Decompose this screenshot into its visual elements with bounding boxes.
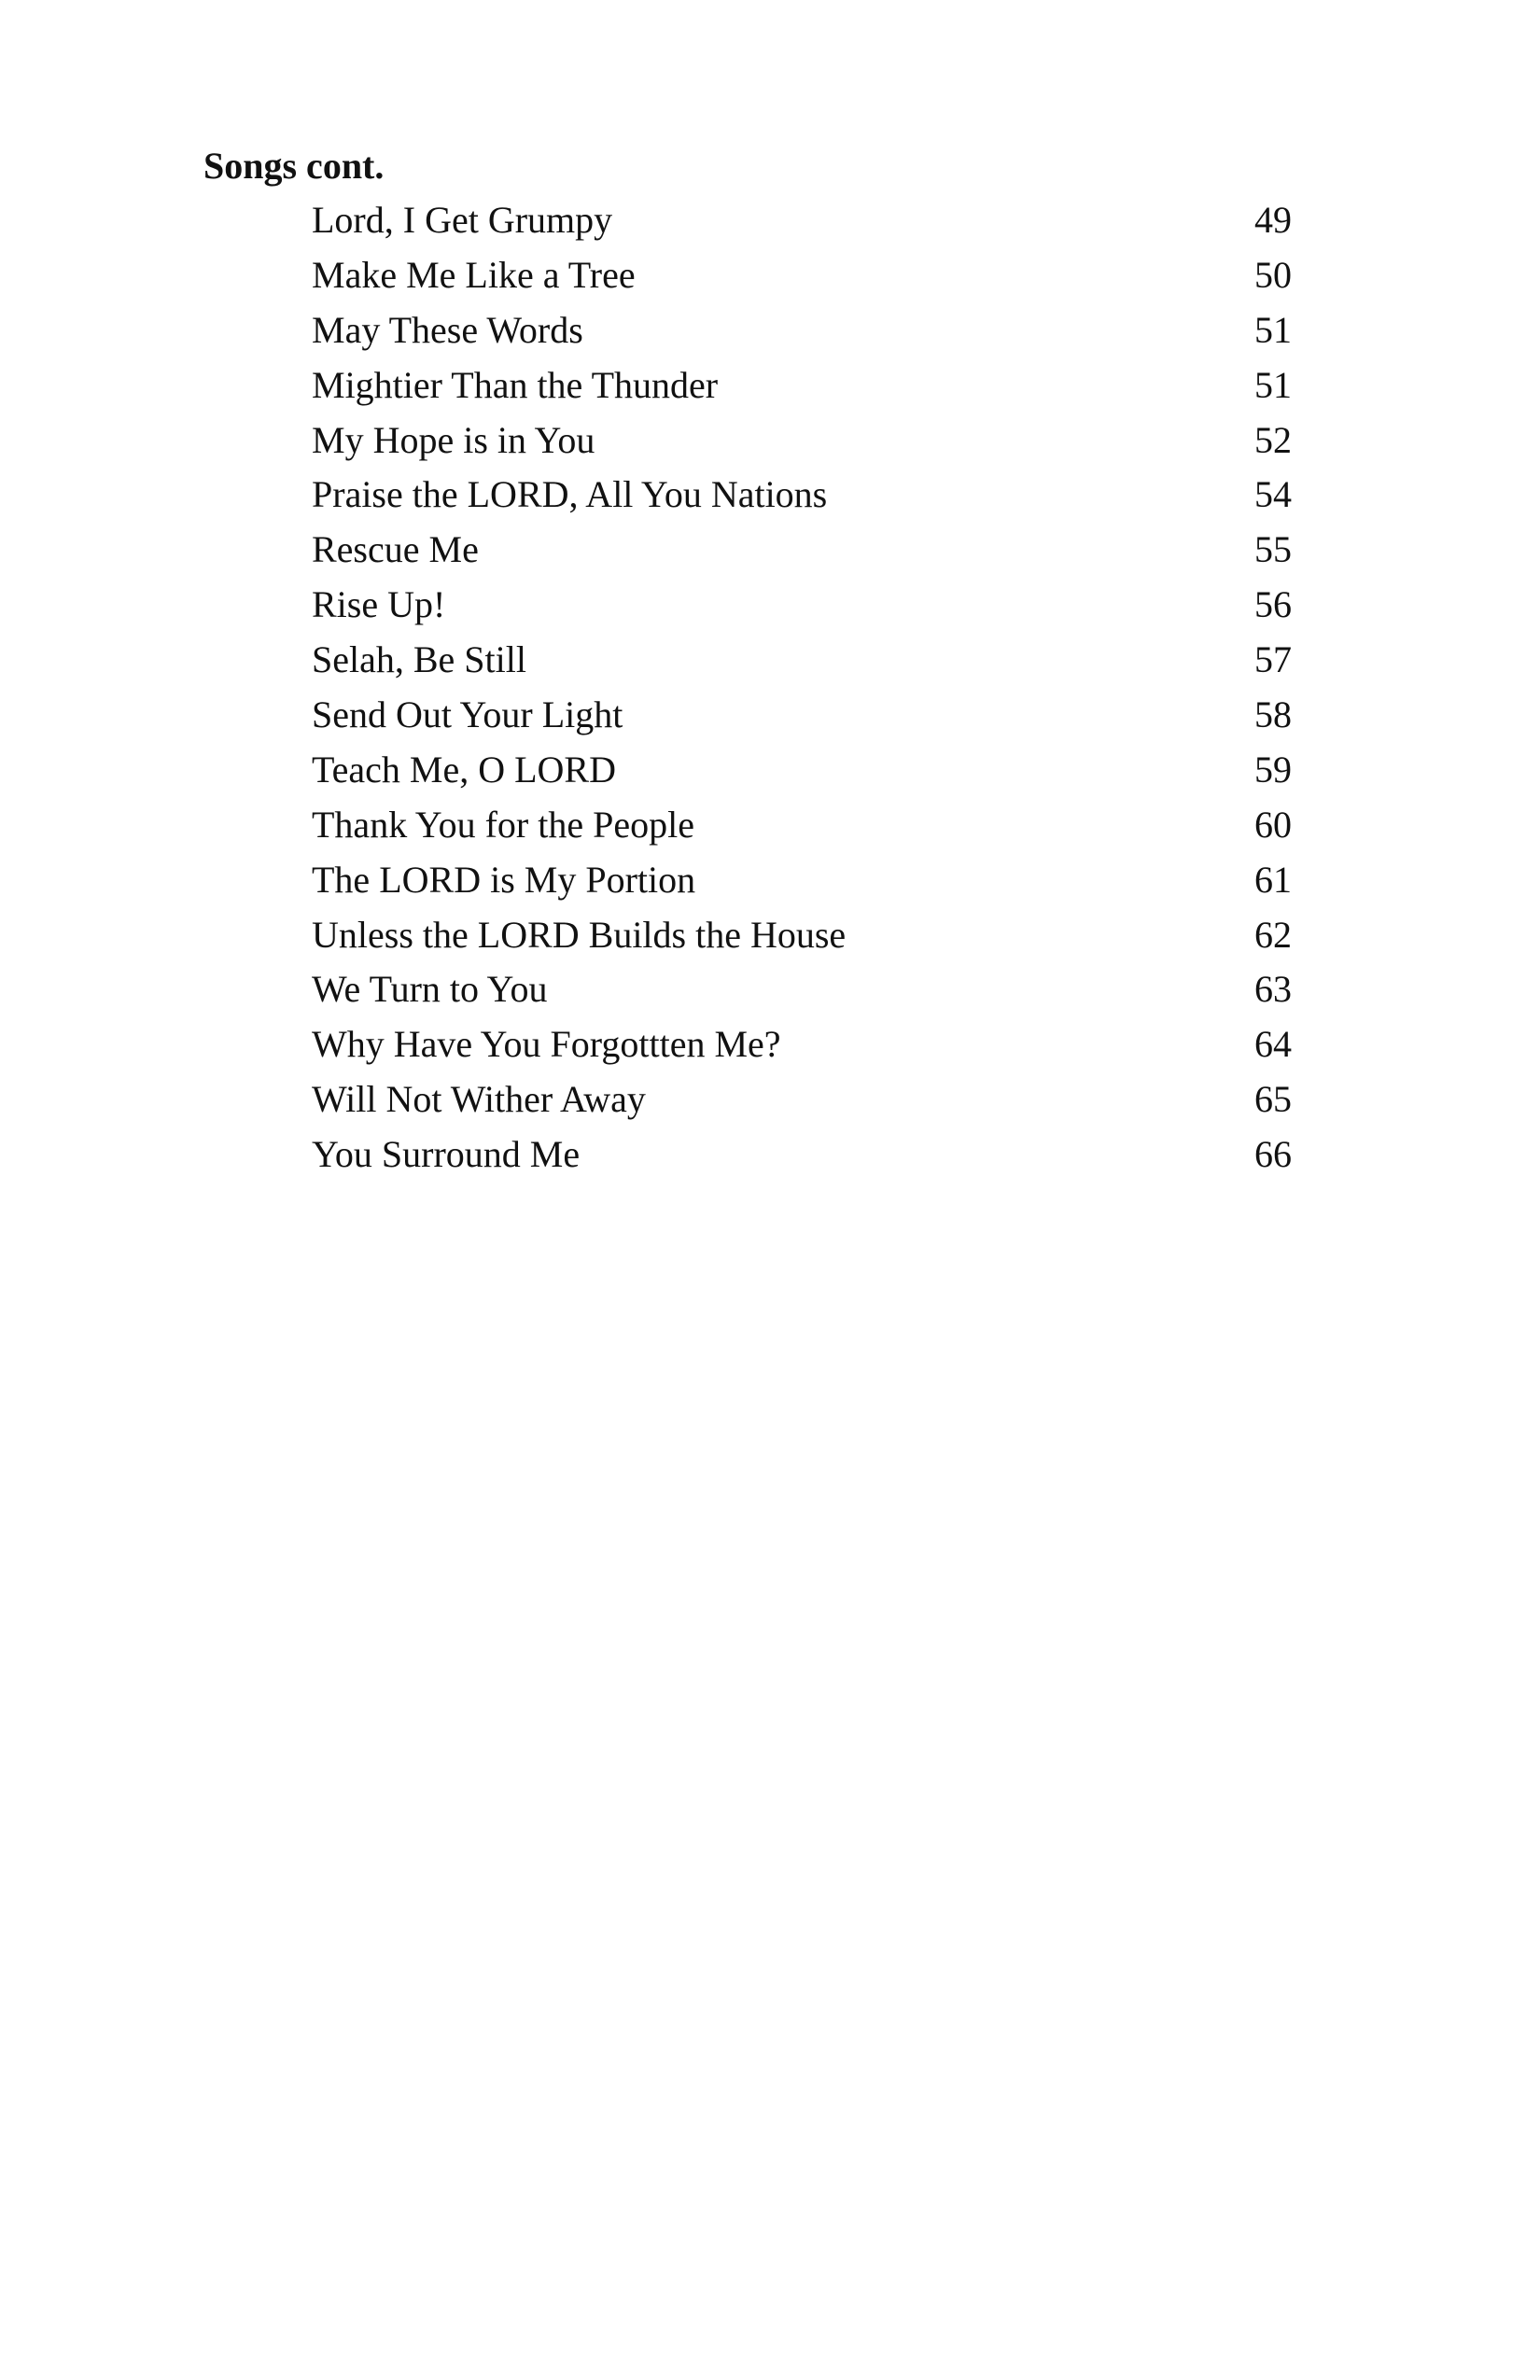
toc-entry-page: 57 bbox=[1254, 638, 1292, 681]
toc-entry-page: 51 bbox=[1254, 308, 1292, 351]
toc-entry-title: May These Words bbox=[312, 308, 583, 351]
toc-entry bbox=[312, 248, 1292, 303]
toc-entry-title: Lord, I Get Grumpy bbox=[312, 199, 613, 241]
toc-entry-title: The LORD is My Portion bbox=[312, 858, 696, 901]
toc-entry-title: Thank You for the People bbox=[312, 803, 694, 846]
toc-entry bbox=[312, 962, 1292, 1017]
toc-entry-page: 49 bbox=[1254, 199, 1292, 241]
toc-entry-page: 61 bbox=[1254, 858, 1292, 901]
toc-entry-title: Selah, Be Still bbox=[312, 638, 526, 681]
toc-entry bbox=[312, 303, 1292, 358]
toc-entry-page: 66 bbox=[1254, 1133, 1292, 1176]
toc-entry-page: 64 bbox=[1254, 1023, 1292, 1066]
toc-entry-title: Why Have You Forgottten Me? bbox=[312, 1023, 781, 1066]
toc-entry-title: Make Me Like a Tree bbox=[312, 253, 636, 296]
table-of-contents bbox=[312, 193, 1292, 1183]
toc-entry-page: 59 bbox=[1254, 748, 1292, 791]
toc-entry-title: My Hope is in You bbox=[312, 418, 595, 461]
toc-entry bbox=[312, 1127, 1292, 1183]
toc-entry bbox=[312, 1017, 1292, 1072]
toc-entry bbox=[312, 413, 1292, 469]
toc-entry-title: You Surround Me bbox=[312, 1133, 581, 1176]
toc-entry bbox=[312, 523, 1292, 578]
toc-entry-page: 54 bbox=[1254, 473, 1292, 516]
toc-entry-title: Mightier Than the Thunder bbox=[312, 363, 719, 406]
toc-entry bbox=[312, 908, 1292, 963]
toc-entry-page: 58 bbox=[1254, 693, 1292, 736]
toc-entry-title: Teach Me, O LORD bbox=[312, 748, 616, 791]
toc-entry-title: Will Not Wither Away bbox=[312, 1078, 646, 1121]
toc-entry-title: Rescue Me bbox=[312, 528, 479, 571]
toc-entry-title: Unless the LORD Builds the House bbox=[312, 913, 847, 956]
toc-entry-page: 65 bbox=[1254, 1078, 1292, 1121]
toc-entry bbox=[312, 853, 1292, 908]
toc-entry-page: 60 bbox=[1254, 803, 1292, 846]
toc-entry-page: 52 bbox=[1254, 418, 1292, 461]
toc-entry bbox=[312, 578, 1292, 633]
section-heading: Songs cont. bbox=[203, 145, 385, 187]
toc-entry-title: Praise the LORD, All You Nations bbox=[312, 473, 828, 516]
toc-entry-page: 63 bbox=[1254, 968, 1292, 1011]
toc-entry-page: 51 bbox=[1254, 363, 1292, 406]
toc-entry-title: Rise Up! bbox=[312, 583, 446, 626]
toc-entry-page: 56 bbox=[1254, 583, 1292, 626]
toc-entry-page: 50 bbox=[1254, 253, 1292, 296]
toc-entry-title: Send Out Your Light bbox=[312, 693, 623, 736]
toc-entry bbox=[312, 1072, 1292, 1127]
toc-entry bbox=[312, 743, 1292, 798]
toc-entry-title: We Turn to You bbox=[312, 968, 548, 1011]
toc-entry-page: 55 bbox=[1254, 528, 1292, 571]
toc-entry-page: 62 bbox=[1254, 913, 1292, 956]
toc-entry bbox=[312, 193, 1292, 248]
toc-entry bbox=[312, 468, 1292, 523]
toc-entry bbox=[312, 633, 1292, 688]
toc-entry bbox=[312, 798, 1292, 853]
toc-entry bbox=[312, 688, 1292, 743]
toc-entry bbox=[312, 358, 1292, 413]
